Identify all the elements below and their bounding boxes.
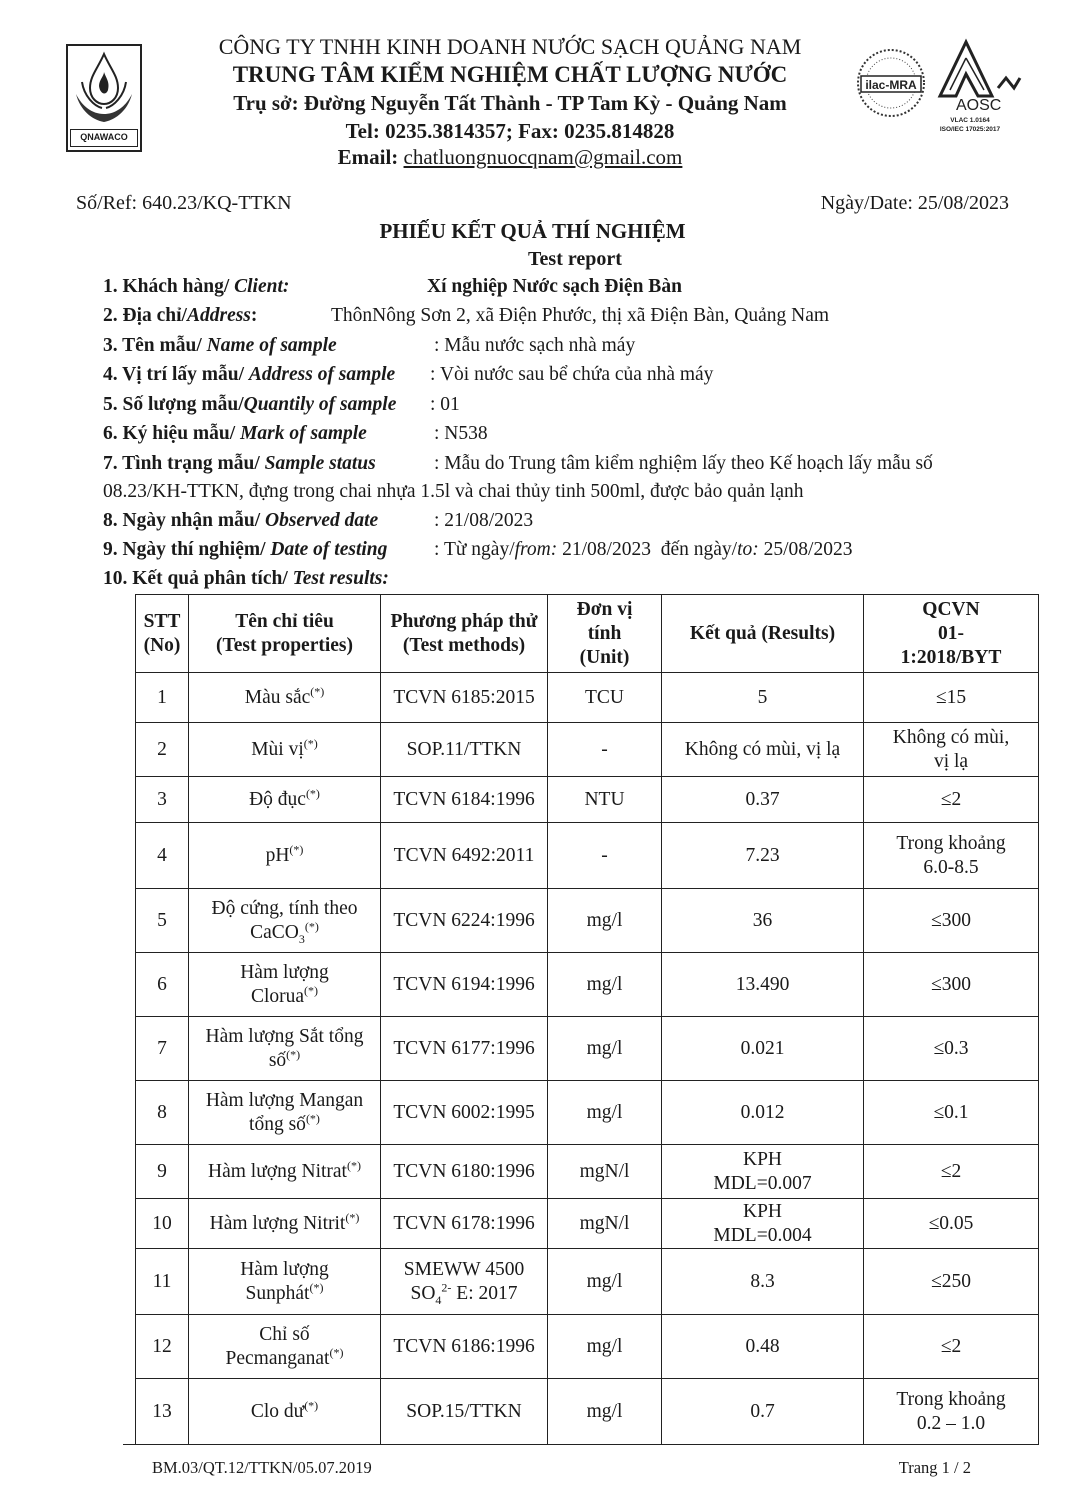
cell-qcvn: Trong khoảng 0.2 – 1.0 [864,1379,1039,1445]
cell-qcvn: ≤250 [864,1249,1039,1315]
cell-qcvn: ≤300 [864,953,1039,1017]
cell-result: 0.37 [662,777,864,823]
cell-unit: mg/l [548,953,662,1017]
cell-unit: mgN/l [548,1145,662,1199]
received-date-line [103,508,378,534]
cell-no: 12 [136,1315,189,1379]
cell-method: TCVN 6177:1996 [381,1017,548,1081]
vlac-number: VLAC 1.0164 [950,117,990,124]
cell-qcvn: ≤0.3 [864,1017,1039,1081]
cell-no: 6 [136,953,189,1017]
cell-method: TCVN 6186:1996 [381,1315,548,1379]
footer-divider [123,1444,998,1445]
sample-location-value: : Vòi nước sau bể chứa của nhà máy [430,364,714,385]
cell-property: Hàm lượng Clorua(*) [189,953,381,1017]
table-row [136,777,1039,823]
sample-quantity-line [103,392,396,418]
iso-standard: ISO/IEC 17025:2017 [939,126,1001,133]
table-row [136,1081,1039,1145]
aosc-accreditation-icon [936,38,1024,138]
sample-name-value: : Mẫu nước sạch nhà máy [434,335,636,356]
form-code: BM.03/QT.12/TTKN/05.07.2019 [152,1458,372,1477]
cell-unit: mg/l [548,1315,662,1379]
cell-method: SOP.15/TTKN [381,1379,548,1445]
sample-mark-label: 6. Ký hiệu mẫu/ Mark of sample [103,423,367,444]
cell-result: 7.23 [662,823,864,889]
table-row [136,673,1039,723]
cell-result: 0.48 [662,1315,864,1379]
cell-no: 11 [136,1249,189,1315]
cell-no: 7 [136,1017,189,1081]
table-row [136,1145,1039,1199]
report-date: Ngày/Date: 25/08/2023 [820,192,1009,214]
table-header-row [136,595,1039,673]
cell-qcvn: ≤2 [864,1315,1039,1379]
testing-date-value: : Từ ngày/from: 21/08/2023 đến ngày/to: 25/08/2023 [434,539,853,560]
table-row [136,889,1039,953]
cell-result: 13.490 [662,953,864,1017]
cell-qcvn: ≤0.1 [864,1081,1039,1145]
cell-unit: - [548,823,662,889]
address-value: ThônNông Sơn 2, xã Điện Phước, thị xã Điện Bàn, Quảng Nam [331,305,830,326]
cell-method: TCVN 6178:1996 [381,1199,548,1249]
table-row [136,1017,1039,1081]
sample-mark-line [103,421,367,447]
received-date-value: : 21/08/2023 [434,510,534,531]
client-line [103,274,289,300]
center-name: TRUNG TÂM KIỂM NGHIỆM CHẤT LƯỢNG NƯỚC [232,62,788,87]
cell-property: pH(*) [189,823,381,889]
cell-result: 36 [662,889,864,953]
cell-unit: mg/l [548,1379,662,1445]
cell-qcvn: ≤300 [864,889,1039,953]
aosc-logo [936,38,1024,138]
page-number: Trang 1 / 2 [898,1458,971,1477]
cell-no: 10 [136,1199,189,1249]
sample-status-label: 7. Tình trạng mẫu/ Sample status [103,453,376,474]
cell-unit: TCU [548,673,662,723]
cell-qcvn: Trong khoảng 6.0-8.5 [864,823,1039,889]
logo-label: QNAWACO [70,129,138,147]
sample-name-line [103,333,337,359]
cell-no: 4 [136,823,189,889]
ilac-label: ilac-MRA [865,78,917,92]
received-date-label: 8. Ngày nhận mẫu/ Observed date [103,510,379,531]
sample-quantity-label: 5. Số lượng mẫu/Quantily of sample [103,394,397,415]
sample-location-label: 4. Vị trí lấy mẫu/ Address of sample [103,364,396,385]
table-row [136,823,1039,889]
cell-qcvn: ≤2 [864,777,1039,823]
reference-number: Số/Ref: 640.23/KQ-TTKN [76,192,292,214]
cell-no: 1 [136,673,189,723]
cell-result: Không có mùi, vị lạ [662,723,864,777]
cell-qcvn: ≤2 [864,1145,1039,1199]
sample-status-value-2: 08.23/KH-TTKN, đựng trong chai nhựa 1.5l và chai thủy tinh 500ml, được bảo quản lạnh [103,481,804,502]
cell-method: TCVN 6194:1996 [381,953,548,1017]
header-no: STT (No) [136,595,189,673]
cell-no: 3 [136,777,189,823]
email-link[interactable]: chatluongnuocqnam@gmail.com [403,145,683,169]
cell-qcvn: ≤15 [864,673,1039,723]
table-row [136,1199,1039,1249]
cell-property: Hàm lượng Sunphát(*) [189,1249,381,1315]
cell-unit: - [548,723,662,777]
office-address: Trụ sở: Đường Nguyễn Tất Thành - TP Tam Kỳ - Quảng Nam [233,91,787,115]
header-results: Kết quả (Results) [662,595,864,673]
cell-method: SMEWW 4500 $SO_4^{2-}$ E: 2017 [381,1249,548,1315]
cell-unit: mg/l [548,1017,662,1081]
cell-no: 2 [136,723,189,777]
cell-method: TCVN 6180:1996 [381,1145,548,1199]
cell-method: TCVN 6224:1996 [381,889,548,953]
cell-property: Mùi vị(*) [189,723,381,777]
testing-date-line [103,537,387,563]
client-value: Xí nghiệp Nước sạch Điện Bàn [427,276,682,297]
cell-qcvn: Không có mùi, vị lạ [864,723,1039,777]
cell-result: KPH MDL=0.004 [662,1199,864,1249]
sample-name-label: 3. Tên mẫu/ Name of sample [103,335,337,356]
address-label: 2. Địa chỉ/Address: [103,305,258,326]
table-row [136,1315,1039,1379]
results-heading: 10. Kết quả phân tích/ Test results: [103,568,389,589]
cell-no: 9 [136,1145,189,1199]
cell-no: 5 [136,889,189,953]
client-label: 1. Khách hàng/ Client: [103,276,290,297]
header-qcvn: QCVN 01- 1:2018/BYT [864,595,1039,673]
cell-method: SOP.11/TTKN [381,723,548,777]
cell-result: 5 [662,673,864,723]
cell-property: Chỉ số Pecmanganat(*) [189,1315,381,1379]
contact-email-line [150,144,870,171]
aosc-label: AOSC [956,97,1002,114]
report-subtitle: Test report [528,248,622,270]
sample-status-value-1: : Mẫu do Trung tâm kiểm nghiệm lấy theo Kế hoạch lấy mẫu số [434,453,933,474]
cell-unit: mg/l [548,889,662,953]
ilac-mra-logo [855,44,927,122]
cell-no: 13 [136,1379,189,1445]
cell-unit: mg/l [548,1081,662,1145]
ilac-mra-seal-icon [855,44,927,122]
cell-method: TCVN 6184:1996 [381,777,548,823]
address-line [103,303,257,329]
sample-quantity-value: : 01 [430,394,460,415]
header-unit: Đơn vị tính (Unit) [548,595,662,673]
cell-result: 0.7 [662,1379,864,1445]
cell-property: Hàm lượng Sắt tổng số(*) [189,1017,381,1081]
cell-property: Độ đục(*) [189,777,381,823]
contact-phone: Tel: 0235.3814357; Fax: 0235.814828 [345,119,675,143]
cell-property: Hàm lượng Mangan tổng số(*) [189,1081,381,1145]
company-name: CÔNG TY TNHH KINH DOANH NƯỚC SẠCH QUẢNG NAM [218,34,802,59]
email-label: Email: [337,145,399,169]
cell-method: TCVN 6492:2011 [381,823,548,889]
testing-date-label: 9. Ngày thí nghiệm/ Date of testing [103,539,388,560]
sample-status-line [103,451,376,477]
cell-unit: mgN/l [548,1199,662,1249]
cell-unit: mg/l [548,1249,662,1315]
header-methods: Phương pháp thử (Test methods) [381,595,548,673]
table-row [136,953,1039,1017]
cell-result: KPH MDL=0.007 [662,1145,864,1199]
cell-unit: NTU [548,777,662,823]
header-properties: Tên chỉ tiêu (Test properties) [189,595,381,673]
table-row [136,1249,1039,1315]
cell-result: 8.3 [662,1249,864,1315]
results-table [135,594,1039,1445]
cell-property: Hàm lượng Nitrit(*) [189,1199,381,1249]
sample-mark-value: : N538 [434,423,488,444]
cell-method: TCVN 6002:1995 [381,1081,548,1145]
cell-method: TCVN 6185:2015 [381,673,548,723]
water-drop-logo-icon [68,46,140,132]
cell-result: 0.021 [662,1017,864,1081]
cell-property: Độ cứng, tính theo CaCO$_3$(*) [189,889,381,953]
cell-property: Hàm lượng Nitrat(*) [189,1145,381,1199]
cell-qcvn: ≤0.05 [864,1199,1039,1249]
cell-property: Clo dư(*) [189,1379,381,1445]
cell-result: 0.012 [662,1081,864,1145]
cell-no: 8 [136,1081,189,1145]
table-row [136,1379,1039,1445]
sample-location-line [103,362,395,388]
cell-property: Màu sắc(*) [189,673,381,723]
table-row [136,723,1039,777]
report-title: PHIẾU KẾT QUẢ THÍ NGHIỆM [379,219,686,243]
company-logo [66,44,142,152]
